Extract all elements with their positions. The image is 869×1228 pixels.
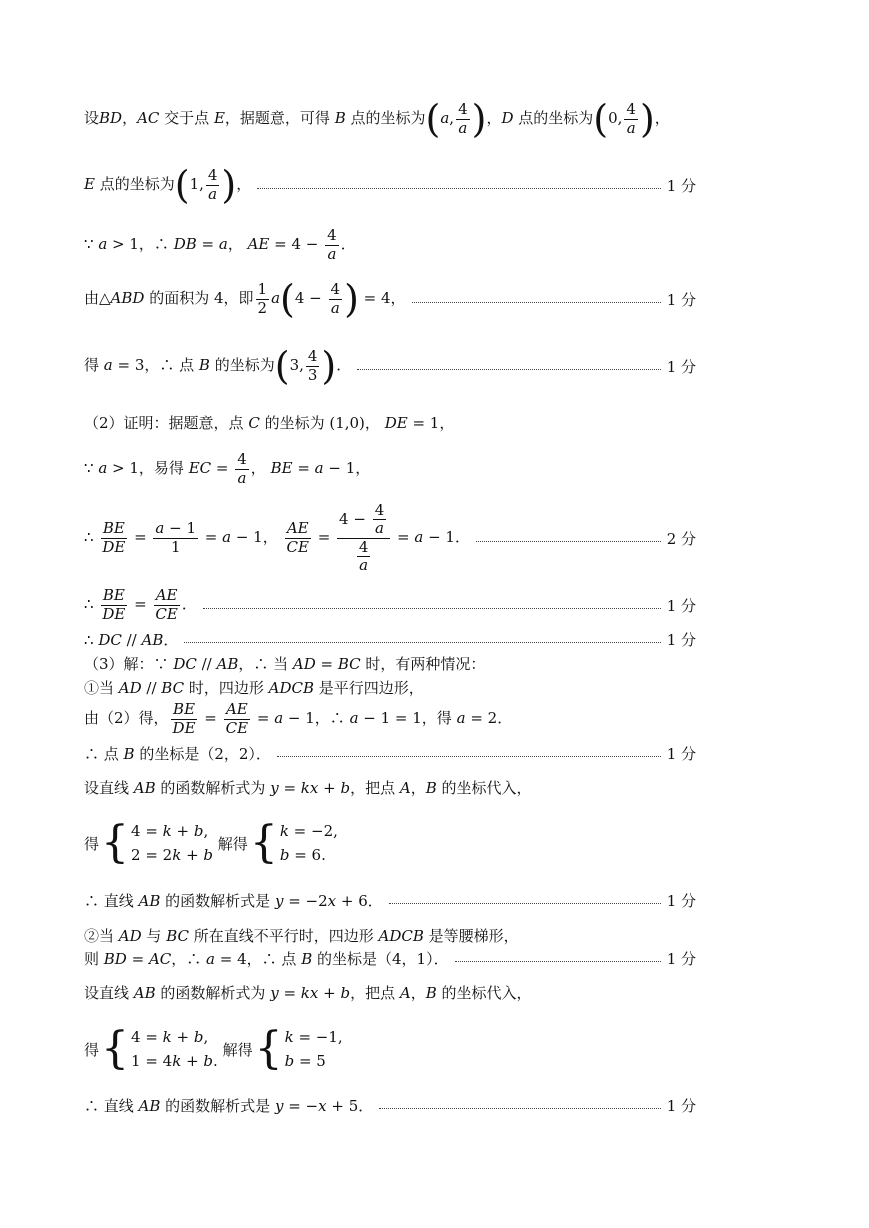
equation-system: 得 { 4 = k + b, 2 = 2k + b 解得 { k = −2, b = 6. bbox=[84, 817, 338, 868]
line-text: 设直线 AB 的函数解析式为 y = kx + b，把点 A，B 的坐标代入， bbox=[84, 778, 532, 797]
line-text: E 点的坐标为(1, $\frac{4}{a}$ )， bbox=[84, 163, 252, 207]
score-label: 1 分 bbox=[666, 744, 696, 763]
solution-line bbox=[84, 676, 696, 698]
score-label: 1 分 bbox=[666, 290, 696, 309]
solution-line bbox=[84, 222, 696, 268]
solution-line bbox=[84, 96, 696, 142]
solution-line bbox=[84, 652, 696, 674]
line-text: ∴ DC // AB． bbox=[84, 630, 179, 649]
solution-line bbox=[84, 697, 696, 741]
line-text: （2）证明：据题意，点 C 的坐标为 (1,0)， DE = 1， bbox=[84, 413, 455, 432]
line-text: ∵ a > 1，易得 EC = $\frac{4}{a}$ ， BE = a − 1， bbox=[84, 450, 371, 487]
solution-line bbox=[84, 776, 696, 798]
score-label: 1 分 bbox=[666, 176, 696, 195]
line-text: 得 a = 3，∴ 点 B 的坐标为(3, $\frac{4}{3}$ )． bbox=[84, 344, 352, 388]
solution-line bbox=[84, 981, 696, 1003]
solution-line bbox=[84, 584, 696, 626]
score-label: 1 分 bbox=[666, 891, 696, 910]
line-text: 由△ABD 的面积为 4，即 $\frac{1}{2}$ a(4 − $\frac{4}{a}$ ) = 4， bbox=[84, 277, 406, 321]
solution-line bbox=[84, 162, 696, 208]
leader-dots bbox=[357, 369, 660, 370]
line-text: ∴ $\frac{BE}{DE}$ = $\frac{AE}{CE}$ ． bbox=[84, 586, 197, 623]
line-text: 由（2）得， $\frac{BE}{DE}$ = $\frac{AE}{CE}$ = a − 1，∴ a − 1 = 1，得 a = 2． bbox=[84, 700, 513, 737]
solution-line bbox=[84, 1023, 696, 1075]
line-text: （3）解：∵ DC // AB，∴ 当 AD = BC 时，有两种情况： bbox=[84, 654, 486, 673]
solution-line bbox=[84, 446, 696, 492]
solution-line bbox=[84, 947, 696, 969]
score-label: 1 分 bbox=[666, 630, 696, 649]
leader-dots bbox=[476, 541, 661, 542]
line-text: ①当 AD // BC 时，四边形 ADCB 是平行四边形， bbox=[84, 678, 424, 697]
solution-line bbox=[84, 497, 696, 579]
line-text: ∴ 直线 AB 的函数解析式是 y = −2x + 6． bbox=[84, 891, 383, 910]
solution-line bbox=[84, 889, 696, 911]
line-text: 设BD，AC 交于点 E，据题意，可得 B 点的坐标为(a, $\frac{4}{a}$ )，D 点的坐标为(0, $\frac{4}{a}$ )， bbox=[84, 97, 670, 141]
score-label: 2 分 bbox=[666, 529, 696, 548]
line-text: ∴ 点 B 的坐标是（2，2）． bbox=[84, 744, 271, 763]
score-label: 1 分 bbox=[666, 1096, 696, 1115]
leader-dots bbox=[203, 608, 661, 609]
leader-dots bbox=[389, 903, 661, 904]
leader-dots bbox=[455, 961, 661, 962]
line-text: ∴ $\frac{BE}{DE}$ = $\frac{a - 1}{1}$ = a − 1， $\frac{AE}{CE}$ = 4 − $\frac{4}{a}$ $\frac{4}{a}$ = a − 1． bbox=[84, 501, 470, 574]
leader-dots bbox=[257, 188, 660, 189]
line-text: 设直线 AB 的函数解析式为 y = kx + b，把点 A，B 的坐标代入， bbox=[84, 983, 532, 1002]
line-text: ②当 AD 与 BC 所在直线不平行时，四边形 ADCB 是等腰梯形， bbox=[84, 926, 519, 945]
solution-line bbox=[84, 742, 696, 764]
score-label: 1 分 bbox=[666, 949, 696, 968]
solution-line bbox=[84, 410, 696, 434]
solution-line bbox=[84, 1094, 696, 1116]
leader-dots bbox=[277, 756, 661, 757]
equation-system: 得 { 4 = k + b, 1 = 4k + b. 解得 { k = −1, b = 5 bbox=[84, 1023, 343, 1074]
line-text: 则 BD = AC，∴ a = 4，∴ 点 B 的坐标是（4，1）． bbox=[84, 949, 449, 968]
solution-line bbox=[84, 276, 696, 322]
score-label: 1 分 bbox=[666, 596, 696, 615]
line-text: ∵ a > 1，∴ DB = a， AE = 4 − $\frac{4}{a}$ ． bbox=[84, 226, 356, 263]
line-text: ∴ 直线 AB 的函数解析式是 y = −x + 5． bbox=[84, 1096, 374, 1115]
score-label: 1 分 bbox=[666, 357, 696, 376]
solution-line bbox=[84, 343, 696, 389]
leader-dots bbox=[412, 302, 661, 303]
solution-line bbox=[84, 924, 696, 946]
solution-line bbox=[84, 817, 696, 869]
leader-dots bbox=[379, 1108, 660, 1109]
leader-dots bbox=[184, 642, 660, 643]
solution-line bbox=[84, 628, 696, 650]
